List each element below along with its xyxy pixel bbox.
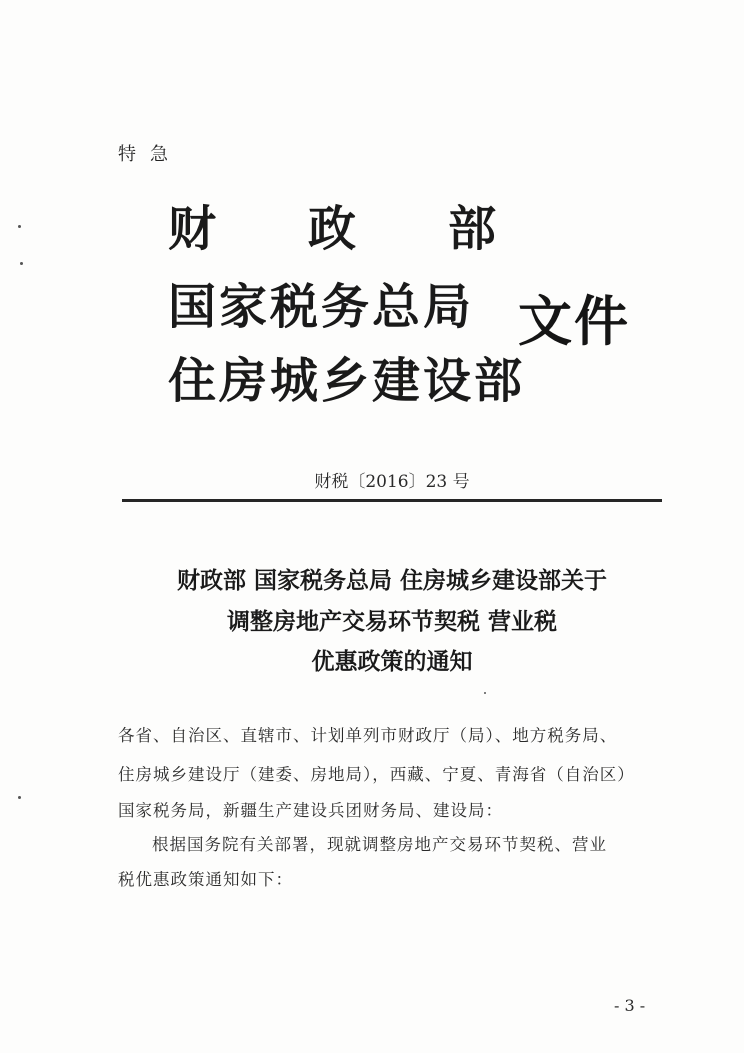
document-title-line: 优惠政策的通知 <box>311 648 473 675</box>
issuer-tax-administration: 国家税务总局 <box>168 279 475 335</box>
urgency-label: 特急 <box>118 144 182 165</box>
issuer-char: 部 <box>448 201 497 257</box>
issuer-housing-ministry: 住房城乡建设部 <box>168 353 526 409</box>
document-suffix: 文件 <box>518 289 630 353</box>
issuer-char: 财 <box>168 201 217 257</box>
document-title-line: 调整房地产交易环节契税 营业税 <box>226 608 557 635</box>
body-paragraph-line: 税优惠政策通知如下： <box>118 870 293 889</box>
recipients-line: 国家税务局，新疆生产建设兵团财务局、建设局： <box>118 801 503 820</box>
document-number: 财税〔2016〕23 号 <box>314 472 470 492</box>
page-number: - 3 - <box>614 996 646 1015</box>
header-divider <box>122 499 662 502</box>
body-paragraph-line: 根据国务院有关部署，现就调整房地产交易环节契税、营业 <box>152 835 607 854</box>
scan-speck <box>18 225 21 228</box>
scan-speck <box>18 796 21 799</box>
scan-speck <box>484 692 486 694</box>
scan-speck <box>20 262 23 265</box>
recipients-line: 住房城乡建设厅（建委、房地局），西藏、宁夏、青海省（自治区） <box>118 765 635 784</box>
issuer-char: 政 <box>308 201 357 257</box>
issuer-ministry-of-finance <box>168 201 497 257</box>
recipients-line: 各省、自治区、直辖市、计划单列市财政厅（局）、地方税务局、 <box>118 726 618 745</box>
document-title-line: 财政部 国家税务总局 住房城乡建设部关于 <box>176 567 607 594</box>
